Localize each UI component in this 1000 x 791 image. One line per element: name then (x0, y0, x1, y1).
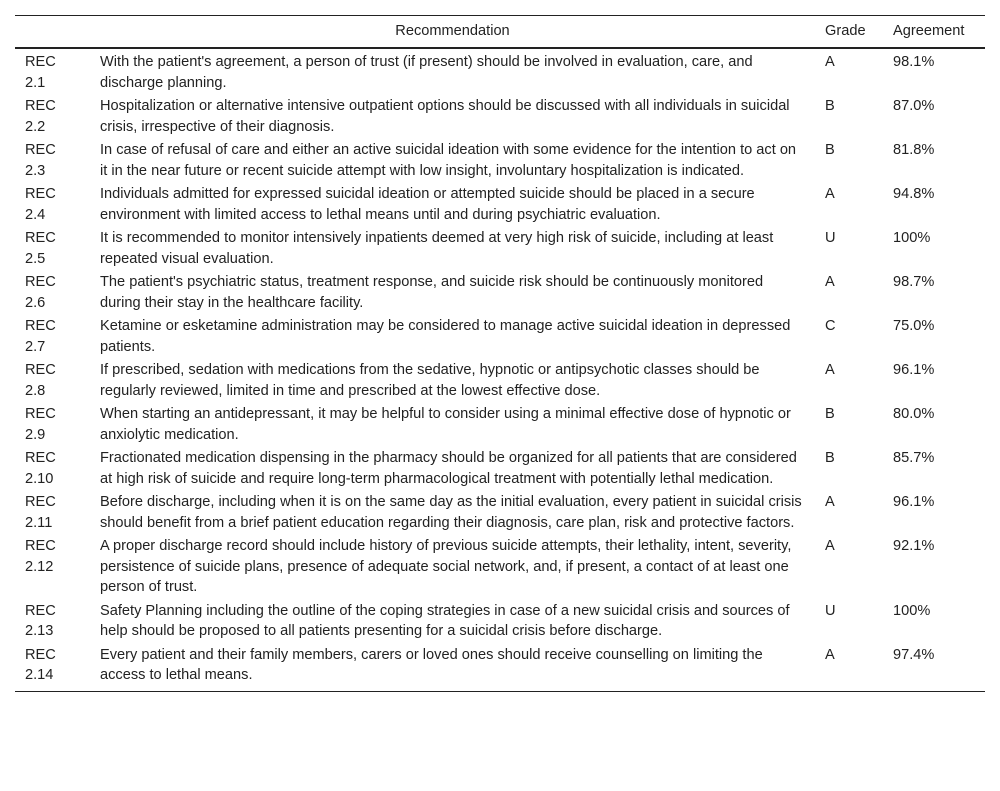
table-row (15, 48, 985, 95)
cell-agreement: 98.1% (893, 54, 935, 70)
header-id (15, 16, 90, 49)
cell-id: REC 2.4 (25, 186, 56, 223)
table-row (15, 491, 985, 535)
table-row (15, 643, 985, 691)
cell-agreement: 96.1% (893, 494, 935, 510)
cell-agreement: 100% (893, 230, 931, 246)
cell-id: REC 2.7 (25, 318, 56, 355)
cell-agreement: 87.0% (893, 98, 935, 114)
cell-grade: A (825, 186, 835, 202)
header-agreement: Agreement (883, 16, 985, 49)
table-header (15, 16, 985, 49)
table-body (15, 48, 985, 691)
cell-recommendation: When starting an antidepressant, it may be helpful to consider using a minimal effective dose of hypnotic or anxiolytic medication. (100, 406, 791, 443)
cell-recommendation: With the patient's agreement, a person of trust (if present) should be involved in evaluation, care, and discharge planning. (100, 54, 753, 91)
table-row (15, 271, 985, 315)
cell-id: REC 2.11 (25, 494, 56, 531)
cell-id: REC 2.5 (25, 230, 56, 267)
cell-grade: A (815, 643, 883, 691)
table-row (15, 227, 985, 271)
cell-grade: U (825, 602, 836, 619)
cell-grade: B (825, 450, 835, 466)
table-row (15, 95, 985, 139)
cell-id: REC 2.3 (25, 142, 56, 179)
header-grade: Grade (815, 16, 883, 49)
table-row (15, 315, 985, 359)
cell-grade: A (825, 274, 835, 290)
cell-grade: A (825, 362, 835, 378)
table-row (15, 599, 985, 643)
table-row (15, 403, 985, 447)
cell-agreement: 80.0% (893, 406, 935, 422)
cell-recommendation: It is recommended to monitor intensively inpatients deemed at very high risk of suicide, including at least repeated visual evaluation. (100, 230, 774, 267)
cell-grade: A (825, 538, 835, 554)
cell-recommendation: Individuals admitted for expressed suicidal ideation or attempted suicide should be placed in a secure environment with limited access to lethal means until and during psychiatric evaluation. (100, 186, 755, 223)
cell-id: REC 2.2 (25, 98, 56, 135)
cell-id: REC 2.13 (25, 602, 56, 639)
cell-id: REC 2.9 (25, 406, 56, 443)
cell-grade: B (825, 98, 835, 114)
cell-recommendation: Every patient and their family members, carers or loved ones should receive counselling on limiting the access to lethal means. (90, 643, 815, 691)
cell-recommendation: A proper discharge record should include history of previous suicide attempts, their lethality, intent, severity, persistence of suicide plans, presence of adequate social network, and, if present, a contact of at least one person of trust. (100, 538, 792, 595)
cell-id: REC 2.12 (25, 538, 56, 575)
cell-recommendation: If prescribed, sedation with medications from the sedative, hypnotic or antipsychotic classes should be regularly reviewed, limited in time and prescribed at the lowest effective dose. (100, 362, 760, 399)
table-row (15, 535, 985, 600)
cell-agreement: 100% (893, 602, 931, 619)
table-row (15, 359, 985, 403)
cell-recommendation: Hospitalization or alternative intensive outpatient options should be discussed with all individuals in suicidal crisis, irrespective of their diagnosis. (100, 98, 790, 135)
cell-recommendation: Ketamine or esketamine administration may be considered to manage active suicidal ideation in depressed patients. (100, 318, 791, 355)
cell-grade: B (825, 406, 835, 422)
cell-grade: U (825, 230, 836, 246)
cell-agreement: 96.1% (893, 362, 935, 378)
cell-recommendation: Fractionated medication dispensing in the pharmacy should be organized for all patients that are considered at high risk of suicide and require long-term pharmacological treatment with potentially lethal medication. (100, 450, 797, 487)
cell-recommendation: The patient's psychiatric status, treatment response, and suicide risk should be continuously monitored during their stay in the healthcare facility. (100, 274, 764, 311)
cell-recommendation: Safety Planning including the outline of the coping strategies in case of a new suicidal crisis and sources of help should be proposed to all patients presenting for a suicidal crisis before discharge. (100, 602, 790, 639)
cell-grade: B (825, 142, 835, 158)
cell-agreement: 85.7% (893, 450, 935, 466)
header-row (15, 16, 985, 49)
cell-id: REC 2.1 (25, 54, 56, 91)
cell-agreement: 92.1% (893, 538, 935, 554)
table-row (15, 139, 985, 183)
cell-grade: C (825, 318, 836, 334)
cell-grade: A (825, 54, 835, 70)
cell-id: REC 2.10 (25, 450, 56, 487)
cell-agreement: 98.7% (893, 274, 935, 290)
cell-id: REC 2.14 (15, 643, 90, 691)
cell-agreement: 94.8% (893, 186, 935, 202)
cell-id: REC 2.8 (25, 362, 56, 399)
cell-agreement: 75.0% (893, 318, 935, 334)
cell-grade: A (825, 494, 835, 510)
recommendations-table (15, 15, 985, 692)
cell-agreement: 81.8% (893, 142, 935, 158)
table-row (15, 183, 985, 227)
cell-id: REC 2.6 (25, 274, 56, 311)
table-row (15, 447, 985, 491)
cell-agreement: 97.4% (883, 643, 985, 691)
header-recommendation: Recommendation (90, 16, 815, 49)
cell-recommendation: In case of refusal of care and either an active suicidal ideation with some evidence for the intention to act on it in the near future or recent suicide attempt with low insight, involuntary hospitalization is indicated. (100, 142, 797, 179)
cell-recommendation: Before discharge, including when it is on the same day as the initial evaluation, every patient in suicidal crisis should benefit from a brief patient education regarding their diagnosis, care plan, risk and protective factors. (100, 494, 802, 531)
